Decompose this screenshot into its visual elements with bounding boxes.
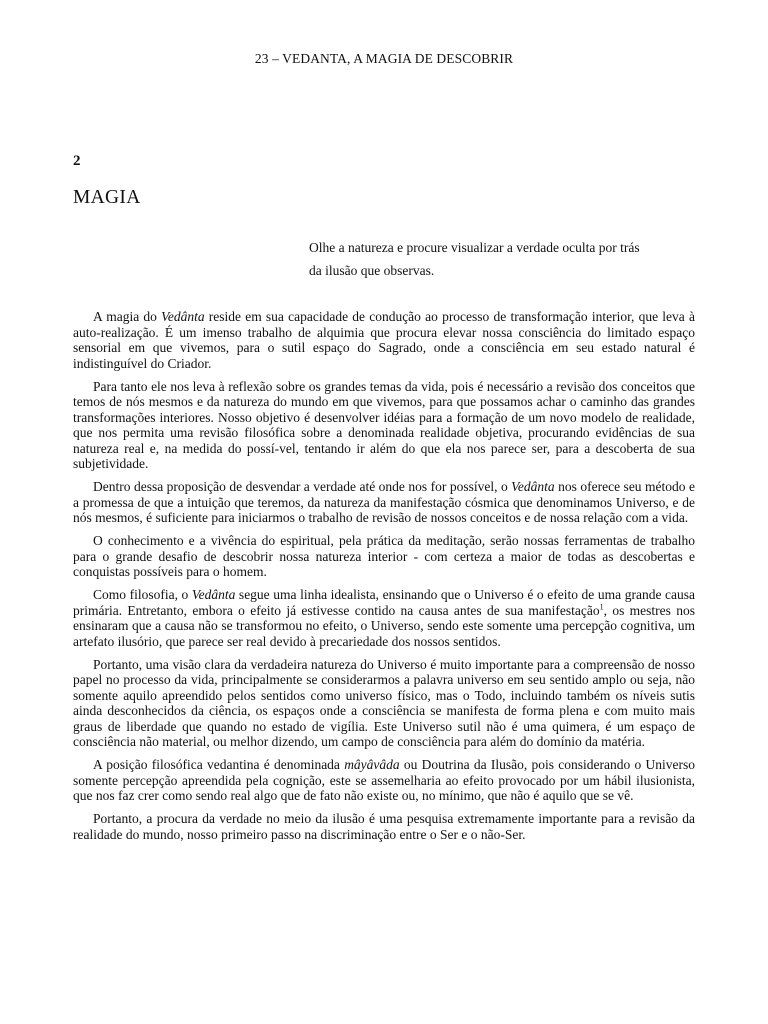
paragraph-3: [73, 479, 695, 526]
epigraph: [309, 236, 699, 282]
paragraph-2: Para tanto ele nos leva à reflexão sobre os grandes temas da vida, pois é necessário a revisão dos conceitos que temos de nós mesmos e da natureza do mundo em que vivemos, para que possamos achar o caminho das grandes transformações interiores. Nosso objetivo é desenvolver idéias para a formação de um novo modelo de realidade, que nos permita uma revisão filosófica sobre a denominada realidade objetiva, procurando evidências de sua natureza real e, na medida do possí-vel, tentando ir além do que ela nos parece ser, para a descoberta de sua subjetividade.: [73, 378, 695, 471]
text-run: segue uma linha idealista, ensinando que o Universo é o efeito de uma grande causa primária. Entretanto, embora o efeito já estivesse contido na causa antes de sua manifestação: [73, 587, 695, 618]
text-run: , os mestres nos ensinaram que a causa não se transformou no efeito, o Universo, sendo este somente uma percepção cognitiva, um artefato ilusório, que parece ser real devido à precariedade dos nossos sentidos.: [73, 602, 695, 649]
chapter-number: 2: [73, 153, 81, 169]
paragraph-1: [73, 309, 695, 371]
text-run: reside em sua capacidade de condução ao processo de transformação interior, que leva à auto-realização. É um imenso trabalho de alquimia que procura elevar nossa consciência do limitado espaço sensorial em que vivemos, para o sutil espaço do Sagrado, onde a consciência em seu estado natural é indistinguível do Criador.: [73, 309, 695, 371]
text-run: ou Doutrina da Ilusão, pois considerando o Universo somente percepção apreendida pela cognição, este se assemelharia ao efeito provocado por um hábil ilusionista, que nos faz crer como sendo real algo que de fato não existe ou, no mínimo, que não é aquilo que se vê.: [73, 757, 695, 803]
term-vedanta: Vedânta: [191, 587, 236, 602]
paragraph-7: [73, 757, 695, 804]
text-run: Dentro dessa proposição de desvendar a verdade até onde nos for possível, o: [93, 479, 512, 494]
text-run: A magia do: [93, 309, 162, 324]
term-vedanta: Vedânta: [161, 309, 205, 324]
text-run: A posição filosófica vedantina é denominada: [93, 757, 345, 772]
term-mayavada: mâyâvâda: [344, 757, 400, 772]
paragraph-6: Portanto, uma visão clara da verdadeira natureza do Universo é muito importante para a compreensão de nosso papel no processo da vida, principalmente se considerarmos a palavra universo em seu sentido amplo ou seja, não somente aquilo apreendido pelos sentidos como universo físico, mas o Todo, incluindo também os níveis sutis ainda desconhecidos da ciência, os espaços onde a consciência se manifesta de forma plena e com muito mais graus de liberdade que quando no estado de vigília. Este Universo sutil não é uma quimera, é um espaço de consciência não material, ou melhor dizendo, um campo de consciência para além do domínio da matéria.: [73, 656, 695, 749]
footnote-reference[interactable]: 1: [599, 602, 604, 611]
paragraph-5: [73, 587, 695, 649]
paragraph-8: Portanto, a procura da verdade no meio da ilusão é uma pesquisa extremamente importante para a revisão da realidade do mundo, nosso primeiro passo na discriminação entre o Ser e o não-Ser.: [73, 811, 695, 842]
epigraph-line: Olhe a natureza e procure visualizar a verdade oculta por trás: [309, 240, 640, 255]
running-head: 23 – VEDANTA, A MAGIA DE DESCOBRIR: [254, 51, 514, 66]
paragraph-4: O conhecimento e a vivência do espiritual, pela prática da meditação, serão nossas ferramentas de trabalho para o grande desafio de descobrir nossa natureza interior - com certeza a maior de todas as descobertas e conquistas possíveis para o homem.: [73, 533, 695, 579]
term-vedanta: Vedânta: [511, 479, 555, 494]
text-run: Como filosofia, o: [93, 587, 192, 602]
chapter-title: MAGIA: [73, 187, 141, 208]
epigraph-line: da ilusão que observas.: [309, 263, 435, 278]
body-text: [73, 309, 695, 842]
text-run: nos oferece seu método e a promessa de que a intuição que teremos, da natureza da manifestação cósmica que denominamos Universo, e de nós mesmos, é suficiente para iniciarmos o trabalho de revisão de nossos conceitos e de nossa relação com a vida.: [73, 479, 695, 525]
